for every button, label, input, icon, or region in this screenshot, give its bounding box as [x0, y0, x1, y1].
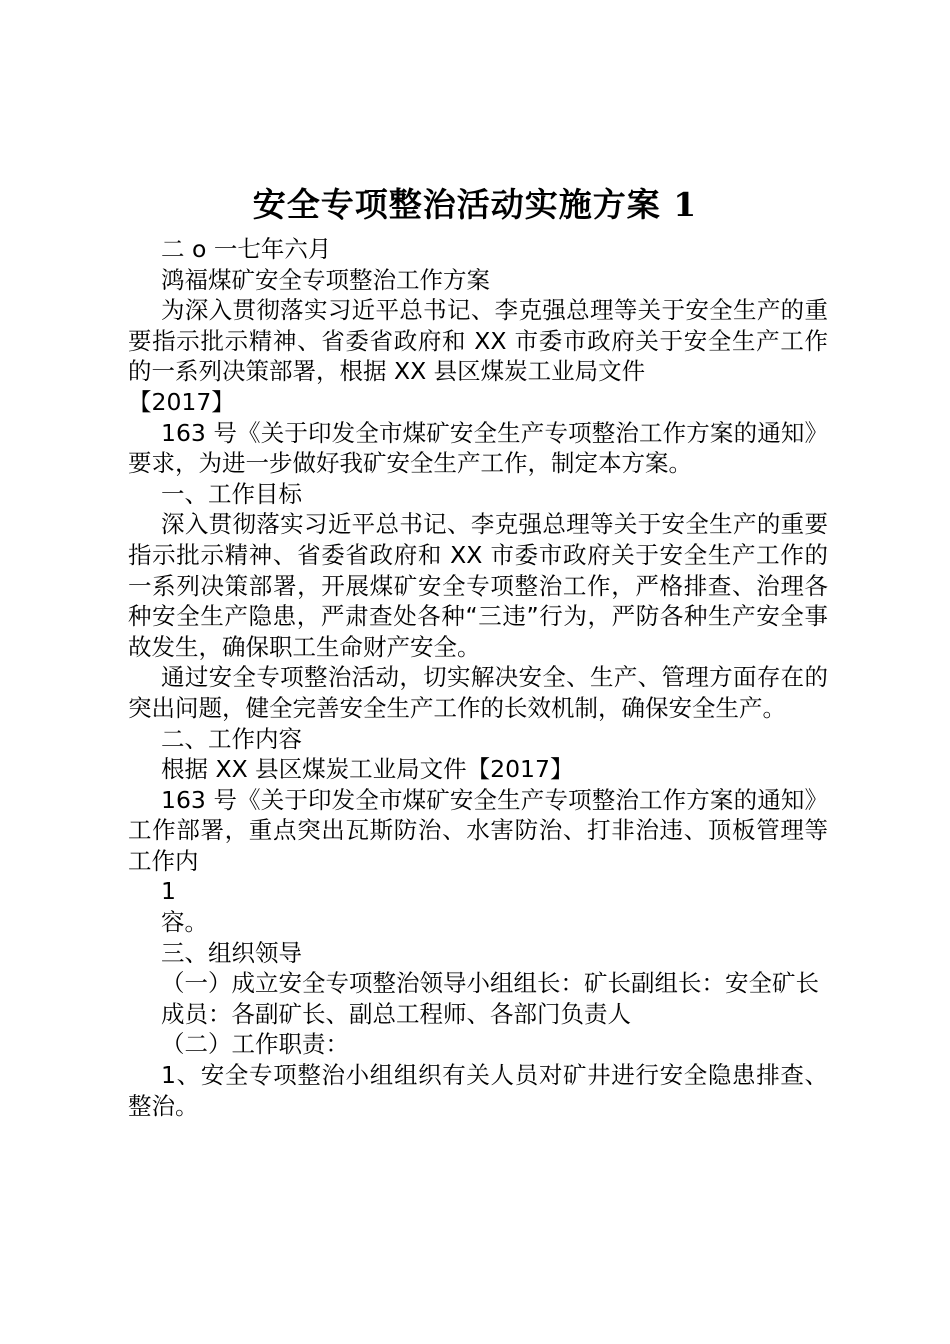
- paragraph: 容。: [161, 908, 208, 937]
- section-heading: 二、工作内容: [161, 724, 302, 753]
- document-title: 安全专项整治活动实施方案 1: [252, 185, 698, 224]
- subsection-heading: （二）工作职责：: [161, 1030, 349, 1059]
- paragraph: 根据 XX 县区煤炭工业局文件【2017】: [161, 755, 574, 784]
- page-number: 1: [161, 877, 176, 906]
- paragraph: 1、安全专项整治小组组织有关人员对矿井进行安全隐患排查、整治。: [128, 1061, 828, 1120]
- date-line: 二 o 一七年六月: [161, 235, 332, 263]
- paragraph: （一）成立安全专项整治领导小组组长：矿长副组长：安全矿长: [161, 969, 819, 998]
- section-heading: 一、工作目标: [161, 479, 302, 508]
- plan-heading: 鸿福煤矿安全专项整治工作方案: [161, 265, 490, 294]
- paragraph: 163 号《关于印发全市煤矿安全生产专项整治工作方案的通知》工作部署，重点突出瓦斯防治、水害防治、打非治违、顶板管理等工作内: [128, 785, 828, 875]
- paragraph: 通过安全专项整治活动，切实解决安全、生产、管理方面存在的突出问题，健全完善安全生产工作的长效机制，确保安全生产。: [128, 663, 828, 722]
- paragraph: 成员：各副矿长、副总工程师、各部门负责人: [161, 999, 631, 1028]
- paragraph: 深入贯彻落实习近平总书记、李克强总理等关于安全生产的重要指示批示精神、省委省政府和 XX 市委市政府关于安全生产工作的一系列决策部署，开展煤矿安全专项整治工作，严格排查、治理各种安全生产隐患，严肃查处各种“三违”行为，严防各种生产安全事故发生，确保职工生命财产安全。: [128, 510, 828, 661]
- document-body: [128, 234, 828, 1121]
- paragraph: 为深入贯彻落实习近平总书记、李克强总理等关于安全生产的重要指示批示精神、省委省政府和 XX 市委市政府关于安全生产工作的一系列决策部署，根据 XX 县区煤炭工业局文件: [128, 296, 828, 386]
- section-heading: 三、组织领导: [161, 938, 302, 967]
- paragraph: 163 号《关于印发全市煤矿安全生产专项整治工作方案的通知》要求，为进一步做好我矿安全生产工作，制定本方案。: [128, 418, 828, 478]
- paragraph: 【2017】: [128, 387, 235, 416]
